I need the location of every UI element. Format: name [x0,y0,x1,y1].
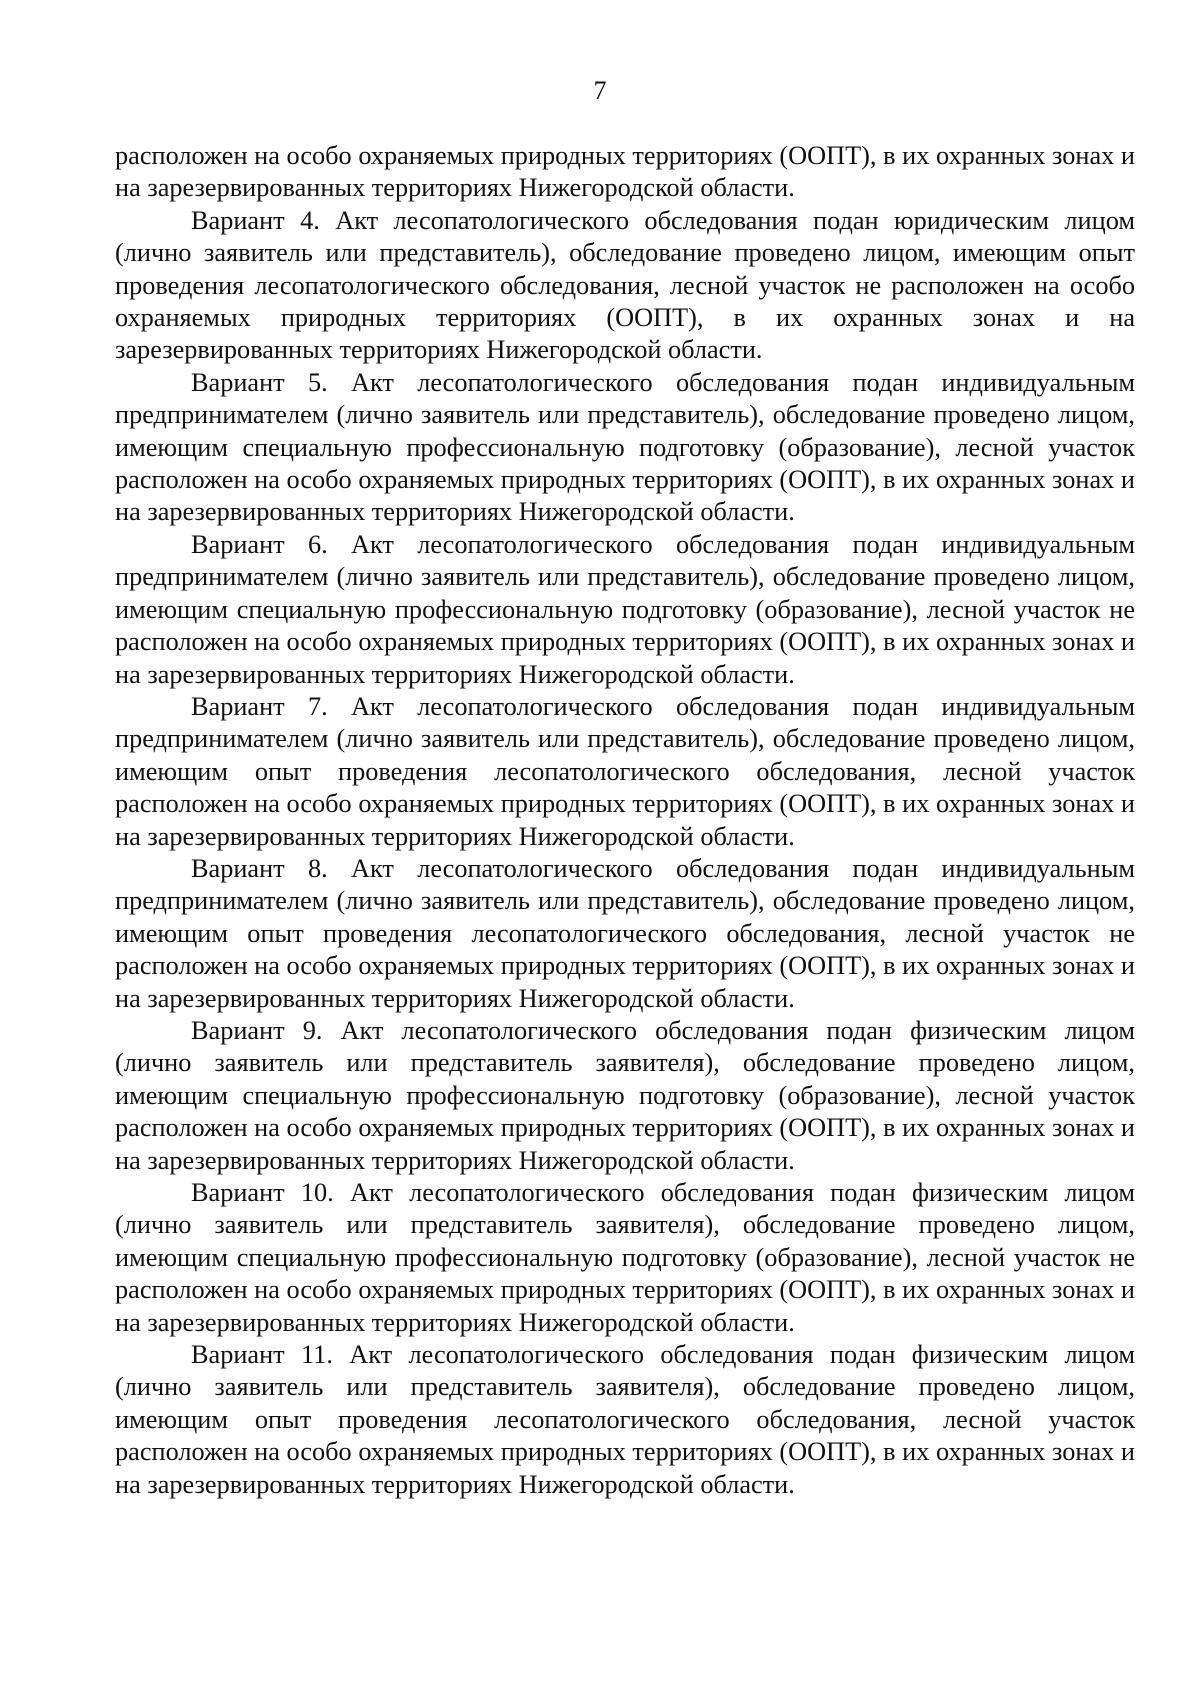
paragraph-variant-8: Вариант 8. Акт лесопатологического обследования подан индивидуальным предпринимателем (лично заявитель или представитель), обследование проведено лицом, имеющим опыт проведения лесопатологического обследования, лесной участок не расположен на особо охраняемых природных территориях (ООПТ), в их охранных зонах и на зарезервированных территориях Нижегородской области. [115,853,1135,1013]
paragraph-variant-9: Вариант 9. Акт лесопатологического обследования подан физическим лицом (лично заявитель или представитель заявителя), обследование проведено лицом, имеющим специальную профессиональную подготовку (образование), лесной участок расположен на особо охраняемых природных территориях (ООПТ), в их охранных зонах и на зарезервированных территориях Нижегородской области. [115,1015,1135,1175]
paragraph-variant-6: Вариант 6. Акт лесопатологического обследования подан индивидуальным предпринимателем (лично заявитель или представитель), обследование проведено лицом, имеющим специальную профессиональную подготовку (образование), лесной участок не расположен на особо охраняемых природных территориях (ООПТ), в их охранных зонах и на зарезервированных территориях Нижегородской области. [115,529,1135,689]
paragraph-variant-5: Вариант 5. Акт лесопатологического обследования подан индивидуальным предпринимателем (лично заявитель или представитель), обследование проведено лицом, имеющим специальную профессиональную подготовку (образование), лесной участок расположен на особо охраняемых природных территориях (ООПТ), в их охранных зонах и на зарезервированных территориях Нижегородской области. [115,367,1135,527]
page-number: 7 [593,76,607,105]
paragraph-variant-10: Вариант 10. Акт лесопатологического обследования подан физическим лицом (лично заявитель или представитель заявителя), обследование проведено лицом, имеющим специальную профессиональную подготовку (образование), лесной участок не расположен на особо охраняемых природных территориях (ООПТ), в их охранных зонах и на зарезервированных территориях Нижегородской области. [115,1178,1135,1337]
document-body [115,140,1135,1501]
paragraph-variant-4: Вариант 4. Акт лесопатологического обследования подан юридическим лицом (лично заявитель или представитель), обследование проведено лицом, имеющим опыт проведения лесопатологического обследования, лесной участок не расположен на особо охраняемых природных территориях (ООПТ), в их охранных зонах и на зарезервированных территориях Нижегородской области. [115,205,1135,365]
paragraph-continuation: расположен на особо охраняемых природных территориях (ООПТ), в их охранных зонах и на зарезервированных территориях Нижегородской области. [115,141,1135,203]
paragraph-variant-7: Вариант 7. Акт лесопатологического обследования подан индивидуальным предпринимателем (лично заявитель или представитель), обследование проведено лицом, имеющим опыт проведения лесопатологического обследования, лесной участок расположен на особо охраняемых природных территориях (ООПТ), в их охранных зонах и на зарезервированных территориях Нижегородской области. [115,691,1135,851]
paragraph-variant-11: Вариант 11. Акт лесопатологического обследования подан физическим лицом (лично заявитель или представитель заявителя), обследование проведено лицом, имеющим опыт проведения лесопатологического обследования, лесной участок расположен на особо охраняемых природных территориях (ООПТ), в их охранных зонах и на зарезервированных территориях Нижегородской области. [115,1340,1135,1499]
